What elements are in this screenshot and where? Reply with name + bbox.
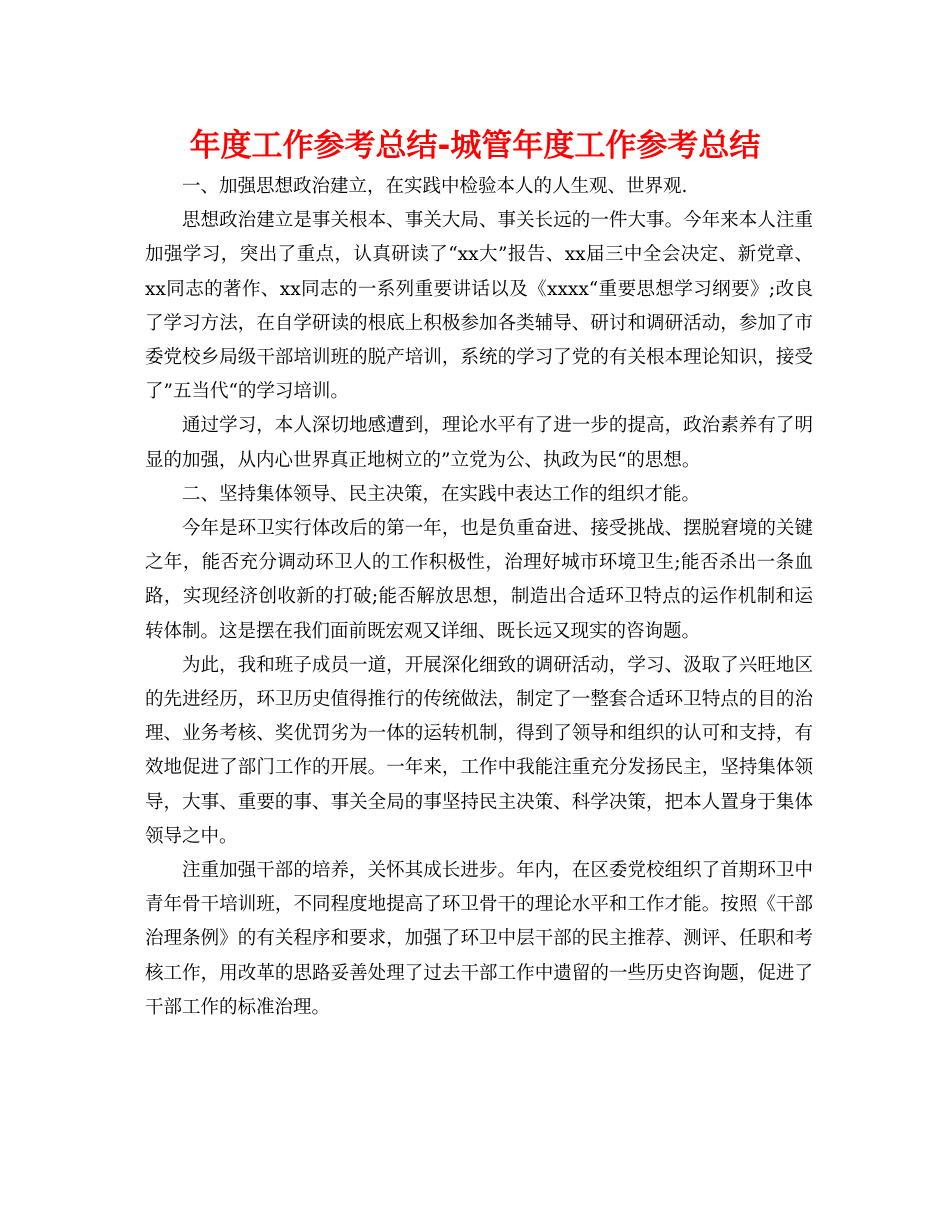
paragraph: 为此，我和班子成员一道，开展深化细致的调研活动，学习、汲取了兴旺地区的先进经历，环卫历史值得推行的传统做法，制定了一整套合适环卫特点的目的治理、业务考核、奖优罚劣为一体的运转机制，得到了领导和组织的认可和支持，有效地促进了部门工作的开展。一年来，工作中我能注重充分发扬民主，坚持集体领导，大事、重要的事、事关全局的事坚持民主决策、科学决策，把本人置身于集体领导之中。 — [145, 654, 813, 847]
paragraph-section-1-heading: 一、加强思想政治建立，在实践中检验本人的人生观、世界观. — [182, 176, 688, 197]
paragraph-section-2-heading: 二、坚持集体领导、民主决策，在实践中表达工作的组织才能。 — [182, 483, 701, 505]
paragraph: 今年是环卫实行体改后的第一年，也是负重奋进、接受挑战、摆脱窘境的关键之年，能否充分调动环卫人的工作积极性，治理好城市环境卫生;能否杀出一条血路，实现经济创收新的打破;能否解放思想，制造出合适环卫特点的运作机制和运转体制。这是摆在我们面前既宏观又详细、既长远又现实的咨询题。 — [145, 518, 813, 642]
paragraph: 注重加强干部的培养，关怀其成长进步。年内，在区委党校组织了首期环卫中青年骨干培训班，不同程度地提高了环卫骨干的理论水平和工作才能。按照《干部治理条例》的有关程序和要求，加强了环卫中层干部的民主推荐、测评、任职和考核工作，用改革的思路妥善处理了过去干部工作中遗留的一些历史咨询题，促进了干部工作的标准治理。 — [145, 860, 813, 1018]
document-body — [145, 170, 813, 1025]
paragraph: 思想政治建立是事关根本、事关大局、事关长远的一件大事。今年来本人注重加强学习，突出了重点，认真研读了“xx大”报告、xx届三中全会决定、新党章、xx同志的著作、xx同志的一系列重要讲话以及《xxxx“重要思想学习纲要》;改良了学习方法，在自学研读的根底上积极参加各类辅导、研讨和调研活动，参加了市委党校乡局级干部培训班的脱产培训，系统的学习了党的有关根本理论知识，接受了”五当代“的学习培训。 — [145, 210, 813, 403]
document-title: 年度工作参考总结-城管年度工作参考总结 — [189, 128, 761, 164]
paragraph: 通过学习，本人深切地感遭到，理论水平有了进一步的提高，政治素养有了明显的加强，从内心世界真正地树立的”立党为公、执政为民“的思想。 — [145, 415, 813, 471]
